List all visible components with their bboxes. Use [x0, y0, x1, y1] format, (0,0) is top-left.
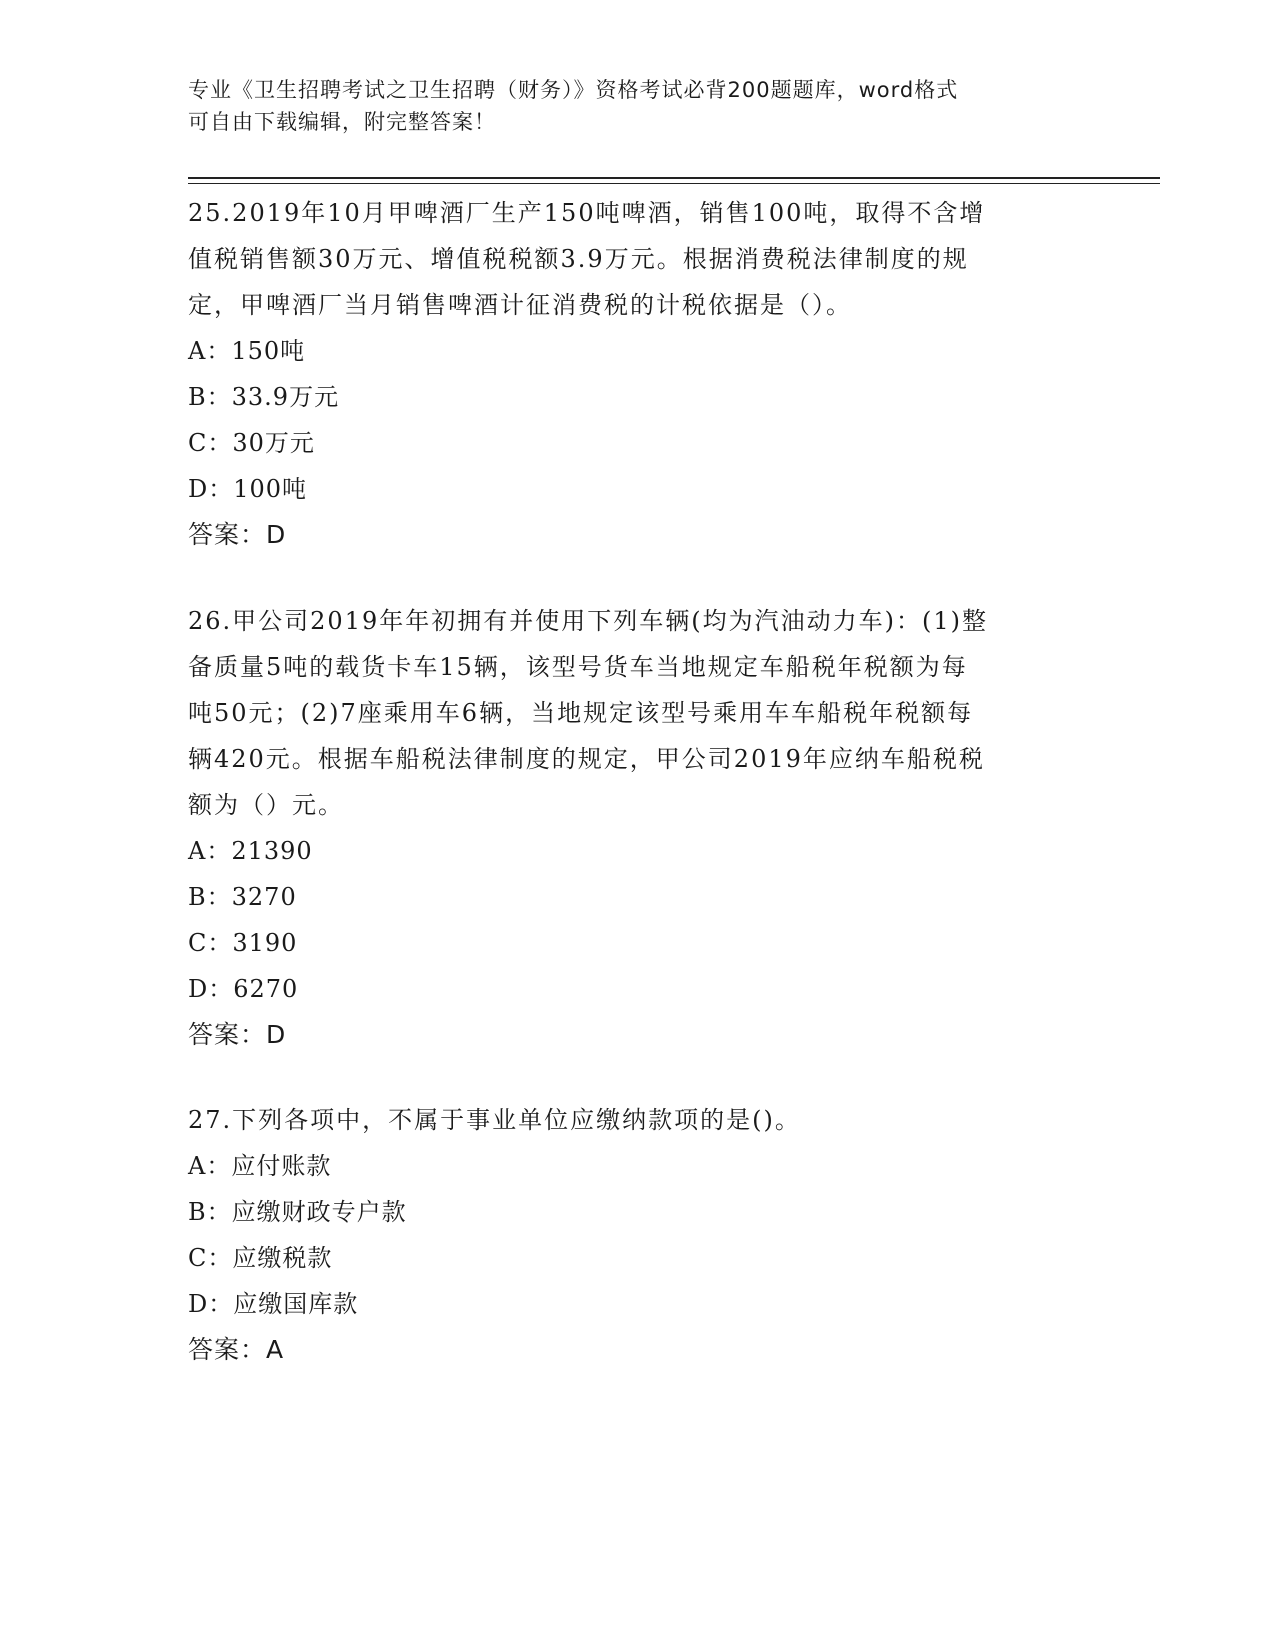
question-stem-line: 额为（）元。 — [188, 791, 344, 819]
option-d: D：应缴国库款 — [188, 1290, 359, 1318]
answer: 答案：D — [188, 1020, 287, 1049]
header-line-2: 可自由下载编辑，附完整答案！ — [188, 110, 496, 134]
question-stem-line: 27.下列各项中，不属于事业单位应缴纳款项的是()。 — [188, 1106, 801, 1134]
question-stem-line: 备质量5吨的载货卡车15辆，该型号货车当地规定车船税年税额为每 — [188, 653, 968, 681]
option-a: A：应付账款 — [188, 1152, 332, 1180]
option-a: A：150吨 — [188, 337, 306, 365]
option-a: A：21390 — [188, 837, 313, 865]
question-stem-line: 定，甲啤酒厂当月销售啤酒计征消费税的计税依据是（）。 — [188, 291, 852, 319]
option-c: C：3190 — [188, 929, 298, 957]
option-b: B：3270 — [188, 883, 297, 911]
option-c: C：30万元 — [188, 429, 315, 457]
header-divider-thick — [188, 177, 1160, 179]
option-b: B：33.9万元 — [188, 383, 340, 411]
answer: 答案：A — [188, 1335, 285, 1364]
option-c: C：应缴税款 — [188, 1244, 333, 1272]
option-b: B：应缴财政专户款 — [188, 1198, 407, 1226]
header-line-1: 专业《卫生招聘考试之卫生招聘（财务）》资格考试必背200题题库，word格式 — [188, 78, 959, 102]
question-25 — [188, 190, 1088, 558]
question-27 — [188, 1097, 1088, 1373]
header-divider-thin — [188, 183, 1160, 184]
question-stem-line: 值税销售额30万元、增值税税额3.9万元。根据消费税法律制度的规 — [188, 245, 969, 273]
question-stem-line: 26.甲公司2019年年初拥有并使用下列车辆(均为汽油动力车)：(1)整 — [188, 607, 988, 635]
question-stem-line: 辆420元。根据车船税法律制度的规定，甲公司2019年应纳车船税税 — [188, 745, 985, 773]
document-header — [188, 74, 1068, 138]
answer: 答案：D — [188, 520, 287, 549]
question-stem-line: 吨50元；(2)7座乘用车6辆，当地规定该型号乘用车车船税年税额每 — [188, 699, 974, 727]
option-d: D：6270 — [188, 975, 299, 1003]
option-d: D：100吨 — [188, 475, 308, 503]
question-26 — [188, 598, 1088, 1058]
question-stem-line: 25.2019年10月甲啤酒厂生产150吨啤酒，销售100吨，取得不含增 — [188, 199, 986, 227]
